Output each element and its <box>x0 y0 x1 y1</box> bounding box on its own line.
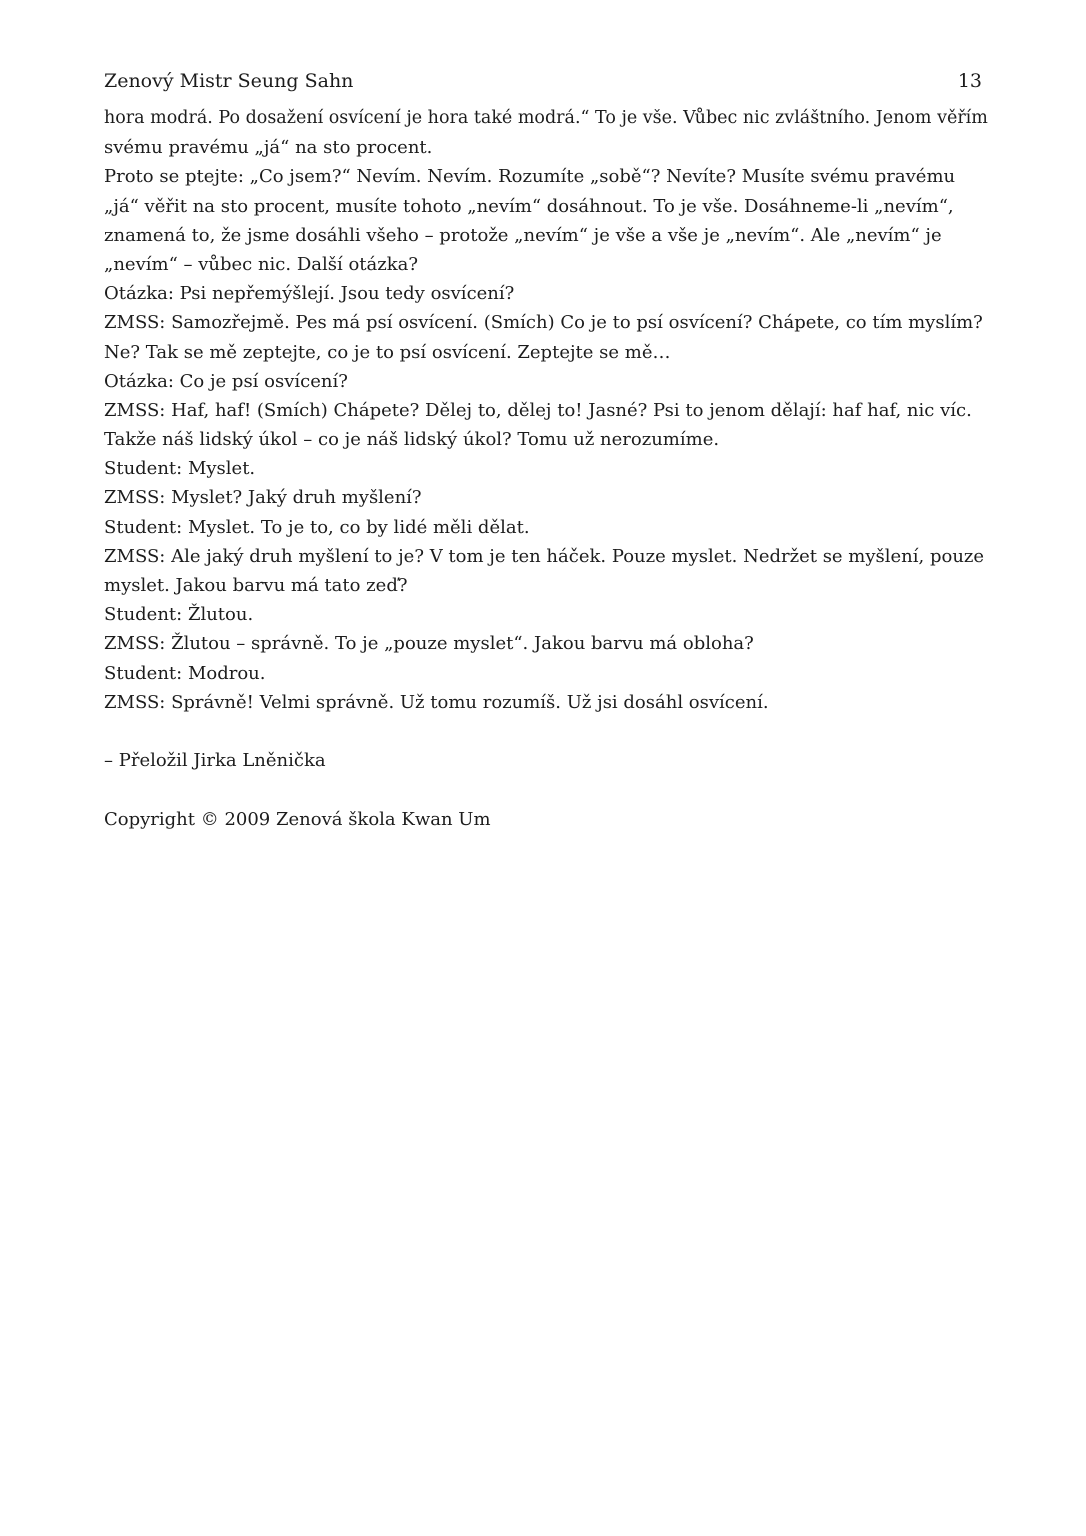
text-line: Proto se ptejte: „Co jsem?“ Nevím. Nevím. Rozumíte „sobě“? Nevíte? Musíte svému pravému <box>104 166 956 188</box>
paragraph-gap <box>104 775 994 804</box>
text-line: ZMSS: Ale jaký druh myšlení to je? V tom je ten háček. Pouze myslet. Nedržet se myšlení, pouze <box>104 545 985 567</box>
copyright-notice: Copyright © 2009 Zenová škola Kwan Um <box>104 808 491 830</box>
text-line: Otázka: Co je psí osvícení? <box>104 370 348 392</box>
text-line: ZMSS: Správně! Velmi správně. Už tomu rozumíš. Už jsi dosáhl osvícení. <box>104 691 769 713</box>
text-line: Otázka: Psi nepřemýšlejí. Jsou tedy osvícení? <box>104 283 515 305</box>
header-title: Zenový Mistr Seung Sahn <box>104 70 354 92</box>
text-line: ZMSS: Žlutou – správně. To je „pouze myslet“. Jakou barvu má obloha? <box>104 633 754 655</box>
text-line: Student: Myslet. <box>104 458 256 480</box>
text-line: ZMSS: Myslet? Jaký druh myšlení? <box>104 487 422 509</box>
text-line: ZMSS: Samozřejmě. Pes má psí osvícení. (Smích) Co je to psí osvícení? Chápete, co tím myslím? <box>104 312 983 334</box>
text-line: Ne? Tak se mě zeptejte, co je to psí osvícení. Zeptejte se mě… <box>104 341 671 363</box>
text-line: Student: Myslet. To je to, co by lidé měli dělat. <box>104 516 530 538</box>
body-text <box>104 104 994 834</box>
text-line: „nevím“ – vůbec nic. Další otázka? <box>104 253 419 275</box>
text-line: Takže náš lidský úkol – co je náš lidský úkol? Tomu už nerozumíme. <box>104 429 720 451</box>
translator-credit: – Přeložil Jirka Lněnička <box>104 750 326 772</box>
text-line: hora modrá. Po dosažení osvícení je hora také modrá.“ To je vše. Vůbec nic zvláštního. Jenom věřím <box>104 108 988 128</box>
text-line: Student: Žlutou. <box>104 604 254 626</box>
page-number: 13 <box>957 70 982 92</box>
text-line: Student: Modrou. <box>104 662 266 684</box>
text-line: ZMSS: Haf, haf! (Smích) Chápete? Dělej to, dělej to! Jasné? Psi to jenom dělají: haf haf, nic víc. <box>104 399 972 421</box>
text-line: znamená to, že jsme dosáhli všeho – protože „nevím“ je vše a vše je „nevím“. Ale „nevím“ je <box>104 224 942 246</box>
text-line: „já“ věřit na sto procent, musíte tohoto „nevím“ dosáhnout. To je vše. Dosáhneme-li „nevím“, <box>104 195 954 217</box>
text-line: myslet. Jakou barvu má tato zeď? <box>104 575 408 596</box>
text-line: svému pravému „já“ na sto procent. <box>104 137 433 159</box>
paragraph-gap <box>104 717 994 746</box>
running-header <box>104 68 982 94</box>
